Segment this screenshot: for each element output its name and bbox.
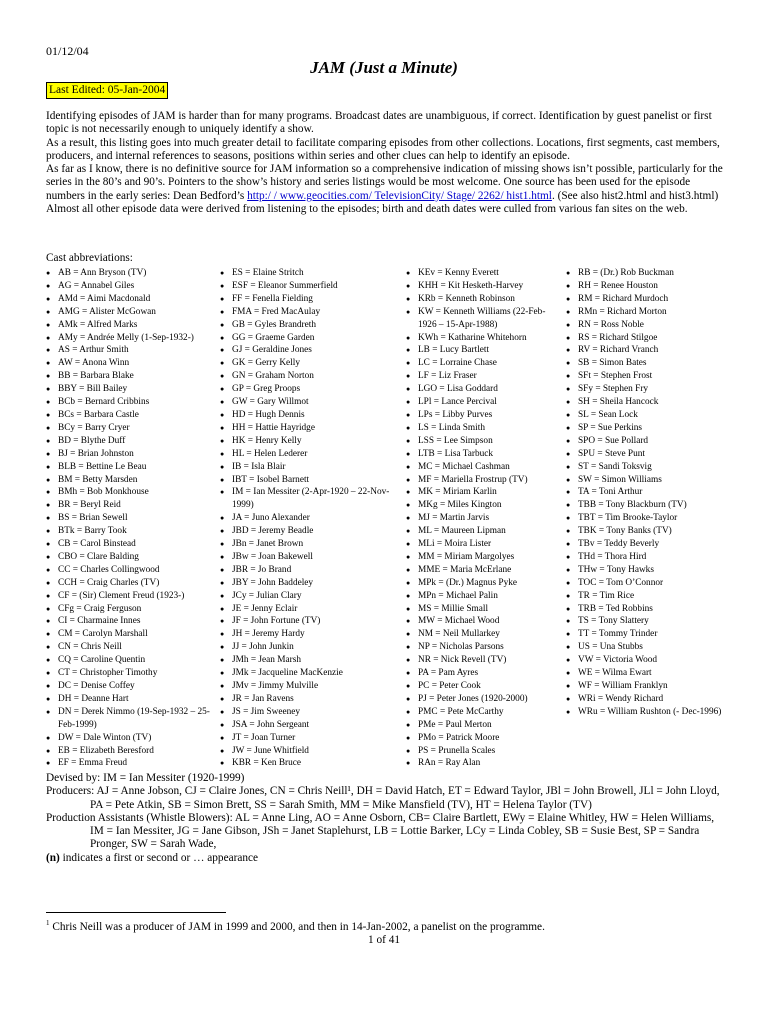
cast-entry: ● TOC = Tom O’Connor xyxy=(566,577,736,590)
cast-entry: ● VW = Victoria Wood xyxy=(566,654,736,667)
cast-entry: ● JT = Joan Turner xyxy=(220,732,394,745)
cast-entry: ● HD = Hugh Dennis xyxy=(220,409,394,422)
cast-entry: ● JBw = Joan Bakewell xyxy=(220,551,394,564)
cast-entry: ● KWh = Katharine Whitehorn xyxy=(406,332,560,345)
cast-entry: ● RAn = Ray Alan xyxy=(406,757,560,770)
cast-entry: ● MPn = Michael Palin xyxy=(406,590,560,603)
cast-entry: ● LF = Liz Fraser xyxy=(406,370,560,383)
history-link[interactable]: http:/ / www.geocities.com/ TelevisionCity/ Stage/ 2262/ hist1.html xyxy=(247,189,552,202)
cast-entry: ● KHH = Kit Hesketh-Harvey xyxy=(406,280,560,293)
cast-entry: ● EF = Emma Freud xyxy=(46,757,218,770)
cast-entry: ● WRu = William Rushton (- Dec-1996) xyxy=(566,706,736,719)
cast-entry: ● JS = Jim Sweeney xyxy=(220,706,394,719)
cast-entry: ● LPl = Lance Percival xyxy=(406,396,560,409)
cast-entry: ● JMv = Jimmy Mulville xyxy=(220,680,394,693)
cast-entry: ● PA = Pam Ayres xyxy=(406,667,560,680)
cast-column-2 xyxy=(220,267,394,770)
cast-entry: ● CB = Carol Binstead xyxy=(46,538,218,551)
cast-entry: ● BB = Barbara Blake xyxy=(46,370,218,383)
cast-entry: ● LGO = Lisa Goddard xyxy=(406,383,560,396)
cast-entry: ● IBT = Isobel Barnett xyxy=(220,474,394,487)
cast-entry: ● BR = Beryl Reid xyxy=(46,499,218,512)
cast-entry: ● CQ = Caroline Quentin xyxy=(46,654,218,667)
cast-entry: ● GK = Gerry Kelly xyxy=(220,357,394,370)
cast-entry: ● JH = Jeremy Hardy xyxy=(220,628,394,641)
cast-entry: ● MKg = Miles Kington xyxy=(406,499,560,512)
cast-entry: ● AG = Annabel Giles xyxy=(46,280,218,293)
cast-entry: ● MC = Michael Cashman xyxy=(406,461,560,474)
cast-entry: ● MME = Maria McErlane xyxy=(406,564,560,577)
cast-entry: ● SFy = Stephen Fry xyxy=(566,383,736,396)
cast-entry: ● EB = Elizabeth Beresford xyxy=(46,745,218,758)
cast-entry: ● JE = Jenny Eclair xyxy=(220,603,394,616)
intro-paragraph: Identifying episodes of JAM is harder than for many programs. Broadcast dates are unambiguous, if correct. Identification by guest panelist or first topic is not necessarily enough to uniquely identify a show. xyxy=(46,110,712,136)
cast-entry: ● RS = Richard Stilgoe xyxy=(566,332,736,345)
cast-entry: ● IB = Isla Blair xyxy=(220,461,394,474)
page-number: 1 of 41 xyxy=(367,934,400,946)
cast-entry: ● LS = Linda Smith xyxy=(406,422,560,435)
cast-entry: ● ESF = Eleanor Summerfield xyxy=(220,280,394,293)
cast-entry: ● BCy = Barry Cryer xyxy=(46,422,218,435)
footnote xyxy=(46,919,545,933)
devised-by: Devised by: IM = Ian Messiter (1920-1999) xyxy=(46,772,245,784)
cast-entry: ● GP = Greg Proops xyxy=(220,383,394,396)
cast-entry: ● ML = Maureen Lipman xyxy=(406,525,560,538)
cast-entry: ● BMh = Bob Monkhouse xyxy=(46,486,218,499)
cast-entry: ● SH = Sheila Hancock xyxy=(566,396,736,409)
cast-entry: ● DW = Dale Winton (TV) xyxy=(46,732,218,745)
cast-entry: ● JA = Juno Alexander xyxy=(220,512,394,525)
cast-entry: ● JSA = John Sergeant xyxy=(220,719,394,732)
cast-entry: ● CI = Charmaine Innes xyxy=(46,615,218,628)
cast-entry: ● HL = Helen Lederer xyxy=(220,448,394,461)
cast-entry: ● BD = Blythe Duff xyxy=(46,435,218,448)
cast-entry: ● BTk = Barry Took xyxy=(46,525,218,538)
cast-entry: ● FF = Fenella Fielding xyxy=(220,293,394,306)
cast-entry: ● JW = June Whitfield xyxy=(220,745,394,758)
cast-entry: ● RV = Richard Vranch xyxy=(566,344,736,357)
intro-text-span: As far as I know, there is no definitive source for JAM information so a comprehensive indication of missing shows isn’t possible, particularly for the series in the 80’s and 90’s. Pointers to the show’s history and series listings would be most welcome. One source has been used for the episode numbers in the early series: Dean Bedford’s xyxy=(46,163,723,202)
cast-entry: ● CM = Carolyn Marshall xyxy=(46,628,218,641)
cast-entry: ● FMA = Fred MacAulay xyxy=(220,306,394,319)
cast-entry: ● BJ = Brian Johnston xyxy=(46,448,218,461)
cast-entry: ● LTB = Lisa Tarbuck xyxy=(406,448,560,461)
cast-entry: ● PS = Prunella Scales xyxy=(406,745,560,758)
cast-heading: Cast abbreviations: xyxy=(46,252,133,264)
cast-entry: ● TA = Toni Arthur xyxy=(566,486,736,499)
cast-entry: ● JBR = Jo Brand xyxy=(220,564,394,577)
cast-entry: ● CT = Christopher Timothy xyxy=(46,667,218,680)
cast-entry: ● IM = Ian Messiter (2-Apr-1920 – 22-Nov-1999) xyxy=(220,486,394,512)
cast-entry: ● SP = Sue Perkins xyxy=(566,422,736,435)
cast-entry: ● LB = Lucy Bartlett xyxy=(406,344,560,357)
cast-entry: ● LSS = Lee Simpson xyxy=(406,435,560,448)
cast-entry: ● AMG = Alister McGowan xyxy=(46,306,218,319)
intro-text-span: . (See also hist2.html and hist3.html) Almost all other episode data were derived from listening to the episodes; birth and death dates were culled from various fan sites on the web. xyxy=(46,189,719,216)
cast-entry: ● TRB = Ted Robbins xyxy=(566,603,736,616)
cast-entry: ● TBK = Tony Banks (TV) xyxy=(566,525,736,538)
page-title: JAM (Just a Minute) xyxy=(310,58,458,77)
cast-entry: ● JMh = Jean Marsh xyxy=(220,654,394,667)
cast-entry: ● PMo = Patrick Moore xyxy=(406,732,560,745)
cast-entry: ● TBB = Tony Blackburn (TV) xyxy=(566,499,736,512)
cast-entry: ● LPs = Libby Purves xyxy=(406,409,560,422)
cast-entry: ● DN = Derek Nimmo (19-Sep-1932 – 25-Feb-1999) xyxy=(46,706,218,732)
cast-entry: ● RH = Renee Houston xyxy=(566,280,736,293)
cast-entry: ● SPU = Steve Punt xyxy=(566,448,736,461)
cast-entry: ● HK = Henry Kelly xyxy=(220,435,394,448)
cast-entry: ● AW = Anona Winn xyxy=(46,357,218,370)
cast-entry: ● BCs = Barbara Castle xyxy=(46,409,218,422)
cast-entry: ● NP = Nicholas Parsons xyxy=(406,641,560,654)
cast-entry: ● NM = Neil Mullarkey xyxy=(406,628,560,641)
cast-entry: ● JBY = John Baddeley xyxy=(220,577,394,590)
cast-entry: ● CF = (Sir) Clement Freud (1923-) xyxy=(46,590,218,603)
note-text: indicates a first or second or … appearance xyxy=(59,851,259,864)
cast-entry: ● LC = Lorraine Chase xyxy=(406,357,560,370)
cast-entry: ● KRb = Kenneth Robinson xyxy=(406,293,560,306)
cast-entry: ● KBR = Ken Bruce xyxy=(220,757,394,770)
cast-entry: ● RMn = Richard Morton xyxy=(566,306,736,319)
cast-column-3 xyxy=(406,267,560,770)
intro-text xyxy=(46,110,726,216)
cast-entry: ● JR = Jan Ravens xyxy=(220,693,394,706)
cast-entry: ● THw = Tony Hawks xyxy=(566,564,736,577)
cast-entry: ● JBD = Jeremy Beadle xyxy=(220,525,394,538)
cast-entry: ● MJ = Martin Jarvis xyxy=(406,512,560,525)
cast-entry: ● AMy = Andrée Melly (1-Sep-1932-) xyxy=(46,332,218,345)
cast-column-4 xyxy=(566,267,736,719)
cast-entry: ● ST = Sandi Toksvig xyxy=(566,461,736,474)
cast-entry: ● KEv = Kenny Everett xyxy=(406,267,560,280)
cast-entry: ● NR = Nick Revell (TV) xyxy=(406,654,560,667)
cast-entry: ● TT = Tommy Trinder xyxy=(566,628,736,641)
document-date: 01/12/04 xyxy=(46,44,89,58)
cast-entry: ● SPO = Sue Pollard xyxy=(566,435,736,448)
cast-entry: ● BM = Betty Marsden xyxy=(46,474,218,487)
cast-entry: ● BBY = Bill Bailey xyxy=(46,383,218,396)
cast-entry: ● BCb = Bernard Cribbins xyxy=(46,396,218,409)
cast-entry: ● GB = Gyles Brandreth xyxy=(220,319,394,332)
cast-entry: ● PJ = Peter Jones (1920-2000) xyxy=(406,693,560,706)
cast-entry: ● TBT = Tim Brooke-Taylor xyxy=(566,512,736,525)
last-edited-badge: Last Edited: 05-Jan-2004 xyxy=(46,82,168,99)
cast-entry: ● PMC = Pete McCarthy xyxy=(406,706,560,719)
cast-entry: ● MLi = Moira Lister xyxy=(406,538,560,551)
cast-entry: ● THd = Thora Hird xyxy=(566,551,736,564)
cast-entry: ● JBn = Janet Brown xyxy=(220,538,394,551)
cast-entry: ● MK = Miriam Karlin xyxy=(406,486,560,499)
cast-entry: ● WE = Wilma Ewart xyxy=(566,667,736,680)
cast-entry: ● JJ = John Junkin xyxy=(220,641,394,654)
cast-entry: ● BLB = Bettine Le Beau xyxy=(46,461,218,474)
cast-entry: ● CN = Chris Neill xyxy=(46,641,218,654)
cast-entry: ● GW = Gary Willmot xyxy=(220,396,394,409)
cast-entry: ● AB = Ann Bryson (TV) xyxy=(46,267,218,280)
cast-entry: ● RN = Ross Noble xyxy=(566,319,736,332)
footnote-marker: 1 xyxy=(46,919,50,927)
cast-entry: ● SL = Sean Lock xyxy=(566,409,736,422)
cast-entry: ● BS = Brian Sewell xyxy=(46,512,218,525)
cast-entry: ● SFt = Stephen Frost xyxy=(566,370,736,383)
cast-entry: ● DH = Deanne Hart xyxy=(46,693,218,706)
cast-entry: ● TR = Tim Rice xyxy=(566,590,736,603)
cast-entry: ● GG = Graeme Garden xyxy=(220,332,394,345)
cast-entry: ● GJ = Geraldine Jones xyxy=(220,344,394,357)
cast-entry: ● MPk = (Dr.) Magnus Pyke xyxy=(406,577,560,590)
cast-entry: ● AMk = Alfred Marks xyxy=(46,319,218,332)
cast-entry: ● HH = Hattie Hayridge xyxy=(220,422,394,435)
cast-entry: ● CFg = Craig Ferguson xyxy=(46,603,218,616)
cast-entry: ● SB = Simon Bates xyxy=(566,357,736,370)
cast-entry: ● RB = (Dr.) Rob Buckman xyxy=(566,267,736,280)
cast-entry: ● JMk = Jacqueline MacKenzie xyxy=(220,667,394,680)
cast-entry: ● SW = Simon Williams xyxy=(566,474,736,487)
cast-column-1 xyxy=(46,267,218,770)
cast-entry: ● MM = Miriam Margolyes xyxy=(406,551,560,564)
cast-entry: ● WRi = Wendy Richard xyxy=(566,693,736,706)
cast-entry: ● TS = Tony Slattery xyxy=(566,615,736,628)
cast-entry: ● PC = Peter Cook xyxy=(406,680,560,693)
cast-entry: ● MS = Millie Small xyxy=(406,603,560,616)
cast-entry: ● AMd = Aimi Macdonald xyxy=(46,293,218,306)
cast-entry: ● MW = Michael Wood xyxy=(406,615,560,628)
intro-paragraph xyxy=(46,163,726,216)
credits-section xyxy=(46,772,728,865)
cast-entry: ● AS = Arthur Smith xyxy=(46,344,218,357)
producers: Producers: AJ = Anne Jobson, CJ = Claire Jones, CN = Chris Neill¹, DH = David Hatch, ET = Edward Taylor, JBl = John Browell, JLl = John Lloyd, PA = Pete Atkin, SB = Simon Brett, SS = Sarah Smith, MM = Mike Mansfield (TV), HT = Helena Taylor (TV) xyxy=(46,785,720,811)
cast-entry: ● MF = Mariella Frostrup (TV) xyxy=(406,474,560,487)
cast-entry: ● KW = Kenneth Williams (22-Feb-1926 – 15-Apr-1988) xyxy=(406,306,560,332)
cast-entry: ● TBv = Teddy Beverly xyxy=(566,538,736,551)
cast-entry: ● RM = Richard Murdoch xyxy=(566,293,736,306)
appearance-note xyxy=(46,852,728,865)
cast-entry: ● ES = Elaine Stritch xyxy=(220,267,394,280)
cast-entry: ● DC = Denise Coffey xyxy=(46,680,218,693)
cast-entry: ● JCy = Julian Clary xyxy=(220,590,394,603)
footnote-divider xyxy=(46,912,226,913)
cast-entry: ● CC = Charles Collingwood xyxy=(46,564,218,577)
production-assistants: Production Assistants (Whistle Blowers): AL = Anne Ling, AO = Anne Osborn, CB= Claire Bartlett, EWy = Elaine Whitley, HW = Helen Williams, IM = Ian Messiter, JG = Jane Gibson, JSh = Janet Staplehurst, LB = Lottie Barker, LCy = Linda Cobley, SB = Susie Best, SP = Sandra Pronger, SW = Sarah Wade, xyxy=(46,811,715,851)
cast-entry: ● PMe = Paul Merton xyxy=(406,719,560,732)
cast-entry: ● JF = John Fortune (TV) xyxy=(220,615,394,628)
cast-entry: ● CBO = Clare Balding xyxy=(46,551,218,564)
cast-entry: ● WF = William Franklyn xyxy=(566,680,736,693)
cast-entry: ● CCH = Craig Charles (TV) xyxy=(46,577,218,590)
cast-entry: ● GN = Graham Norton xyxy=(220,370,394,383)
footnote-text: Chris Neill was a producer of JAM in 1999 and 2000, and then in 14-Jan-2002, a panelist on the programme. xyxy=(49,920,545,933)
cast-entry: ● US = Una Stubbs xyxy=(566,641,736,654)
intro-paragraph: As a result, this listing goes into much greater detail to facilitate comparing episodes from other collections. Locations, first segments, cast members, producers, and internal references to seasons, positions within series and other clues can help to identify an episode. xyxy=(46,136,720,162)
note-marker: (n) xyxy=(46,851,60,864)
